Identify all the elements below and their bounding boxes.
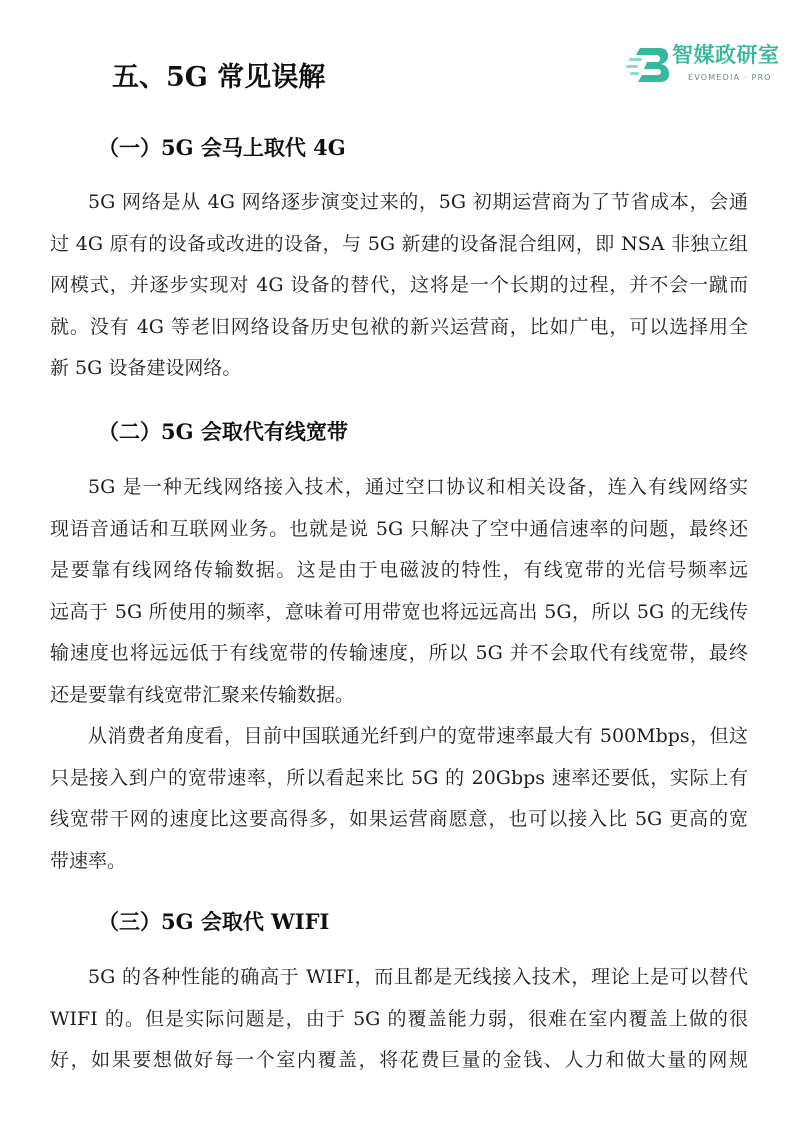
paragraph-line: 输速度也将远远低于有线宽带的传输速度，所以 5G 并不会取代有线宽带，最终 (50, 642, 748, 665)
paragraph (50, 957, 748, 1082)
page-title: 五、5G 常见误解 (112, 62, 326, 93)
logo-name: 智媒政研室 (672, 43, 780, 67)
paragraph-line: 新 5G 设备建设网络。 (50, 357, 242, 380)
paragraph (50, 467, 748, 717)
logo (626, 40, 786, 88)
paragraph-line: 5G 的各种性能的确高于 WIFI，而且都是无线接入技术，理论上是可以替代 (88, 966, 748, 988)
section-heading: （二）5G 会取代有线宽带 (98, 419, 348, 444)
paragraph-line: 好，如果要想做好每一个室内覆盖，将花费巨量的金钱、人力和做大量的网规 (50, 1049, 748, 1072)
paragraph-line: 就。没有 4G 等老旧网络设备历史包袱的新兴运营商，比如广电，可以选择用全 (50, 315, 748, 338)
paragraph-line: WIFI 的。但是实际问题是，由于 5G 的覆盖能力弱，很难在室内覆盖上做的很 (50, 1007, 748, 1030)
paragraph-line: 带速率。 (50, 849, 127, 872)
paragraph-line: 过 4G 原有的设备或改进的设备，与 5G 新建的设备混合组网，即 NSA 非独立组 (50, 232, 748, 255)
section-heading: （一）5G 会马上取代 4G (98, 135, 346, 160)
paragraph-line: 网模式，并逐步实现对 4G 设备的替代，这将是一个长期的过程，并不会一蹴而 (50, 274, 748, 297)
paragraph-line: 从消费者角度看，目前中国联通光纤到户的宽带速率最大有 500Mbps，但这 (88, 725, 748, 747)
logo-icon (626, 42, 672, 86)
paragraph (50, 716, 748, 882)
logo-subtitle: EVOMEDIA · PRO (688, 73, 772, 82)
paragraph-line: 远高于 5G 所使用的频率，意味着可用带宽也将远远高出 5G，所以 5G 的无线传 (50, 600, 748, 623)
paragraph-line: 现语音通话和互联网业务。也就是说 5G 只解决了空中通信速率的问题，最终还 (50, 517, 748, 540)
paragraph-line: 只是接入到户的宽带速率，所以看起来比 5G 的 20Gbps 速率还要低，实际上有 (50, 766, 748, 789)
paragraph-line: 5G 网络是从 4G 网络逐步演变过来的，5G 初期运营商为了节省成本，会通 (88, 191, 748, 213)
paragraph (50, 182, 748, 390)
paragraph-line: 线宽带干网的速度比这要高得多，如果运营商愿意，也可以接入比 5G 更高的宽 (50, 808, 748, 831)
section-heading: （三）5G 会取代 WIFI (98, 909, 330, 934)
paragraph-line: 还是要靠有线宽带汇聚来传输数据。 (50, 683, 355, 706)
paragraph-line: 5G 是一种无线网络接入技术，通过空口协议和相关设备，连入有线网络实 (88, 476, 748, 498)
paragraph-line: 是要靠有线网络传输数据。这是由于电磁波的特性，有线宽带的光信号频率远 (50, 559, 748, 582)
